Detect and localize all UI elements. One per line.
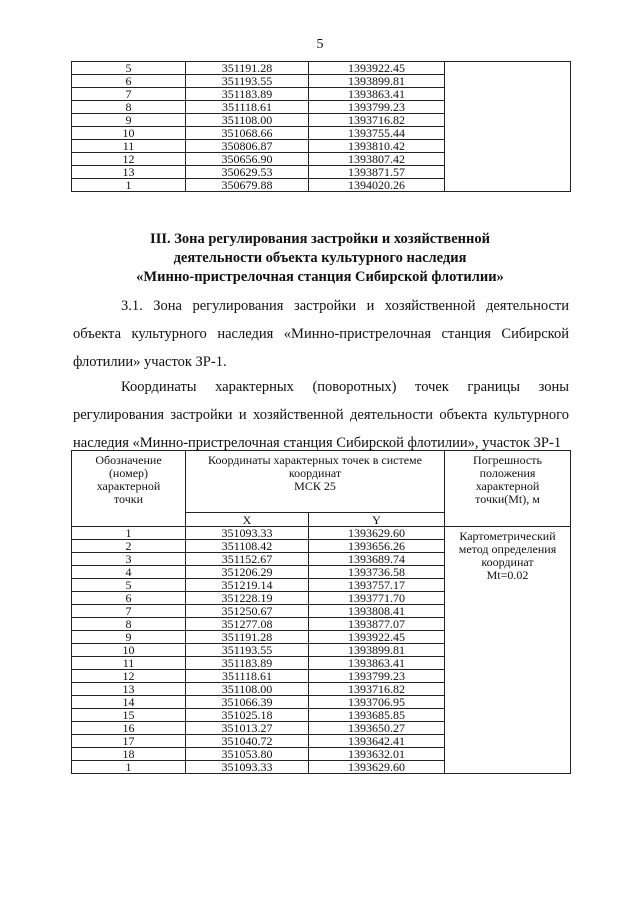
paragraph-3-1 (73, 292, 569, 376)
x-coordinate-cell: 350806.87 (186, 140, 309, 153)
y-coordinate-cell: 1393689.74 (309, 553, 445, 566)
header-accuracy (445, 451, 571, 527)
x-coordinate-cell: 351193.55 (186, 644, 309, 657)
point-number-cell: 11 (72, 657, 186, 670)
header-text: Координаты характерных точек в системе (208, 453, 422, 467)
header-text: характерной (96, 479, 161, 493)
point-number-cell: 1 (72, 761, 186, 774)
y-coordinate-cell: 1393716.82 (309, 683, 445, 696)
x-coordinate-cell: 351118.61 (186, 101, 309, 114)
x-coordinate-cell: 351093.33 (186, 761, 309, 774)
y-coordinate-cell: 1393899.81 (309, 75, 445, 88)
y-coordinate-cell: 1393629.60 (309, 527, 445, 540)
page-number: 5 (316, 37, 324, 52)
coordinates-table-continued-body (72, 62, 571, 192)
header-text: МСК 25 (294, 479, 336, 493)
table-row (72, 527, 571, 540)
x-coordinate-cell: 351191.28 (186, 631, 309, 644)
point-number-cell: 12 (72, 670, 186, 683)
header-text: точки(Mt), м (475, 492, 540, 506)
header-x: X (186, 513, 309, 527)
x-coordinate-cell: 351219.14 (186, 579, 309, 592)
y-coordinate-cell: 1393807.42 (309, 153, 445, 166)
paragraph-line: 3.1. Зона регулирования застройки и хозяйственной деятельности (121, 298, 569, 314)
coordinates-table-continued (71, 61, 571, 192)
paragraph-line: регулирования застройки и хозяйственной деятельности объекта культурного (73, 407, 569, 423)
point-number-cell: 15 (72, 709, 186, 722)
x-coordinate-cell: 351250.67 (186, 605, 309, 618)
paragraph-line: объекта культурного наследия «Минно-пристрелочная станция Сибирской (73, 326, 569, 342)
accuracy-text: Картометрический (459, 529, 556, 543)
paragraph-coordinates-intro (73, 373, 569, 457)
point-number-cell: 14 (72, 696, 186, 709)
accuracy-cell-empty (445, 62, 571, 192)
point-number-cell: 5 (72, 579, 186, 592)
x-coordinate-cell: 351206.29 (186, 566, 309, 579)
x-coordinate-cell: 351191.28 (186, 62, 309, 75)
accuracy-text: Mt=0.02 (486, 568, 529, 582)
x-coordinate-cell: 350679.88 (186, 179, 309, 192)
point-number-cell: 9 (72, 114, 186, 127)
point-number-cell: 12 (72, 153, 186, 166)
x-coordinate-cell: 351108.00 (186, 683, 309, 696)
x-coordinate-cell: 351025.18 (186, 709, 309, 722)
header-text: (номер) (108, 466, 149, 480)
paragraph-line: наследия «Минно-пристрелочная станция Сибирской флотилии», участок ЗР-1 (73, 435, 562, 451)
y-coordinate-cell: 1393629.60 (309, 761, 445, 774)
point-number-cell: 9 (72, 631, 186, 644)
point-number-cell: 11 (72, 140, 186, 153)
accuracy-text: метод определения (458, 542, 557, 556)
x-coordinate-cell: 351183.89 (186, 88, 309, 101)
x-coordinate-cell: 351068.66 (186, 127, 309, 140)
y-coordinate-cell: 1393863.41 (309, 657, 445, 670)
accuracy-text: координат (481, 555, 534, 569)
y-coordinate-cell: 1393706.95 (309, 696, 445, 709)
section-heading-line: деятельности объекта культурного наследия (173, 250, 467, 266)
paragraph-line: флотилии» участок ЗР-1. (73, 354, 227, 370)
point-number-cell: 8 (72, 101, 186, 114)
header-text: координат (288, 466, 342, 480)
y-coordinate-cell: 1393771.70 (309, 592, 445, 605)
x-coordinate-cell: 350629.53 (186, 166, 309, 179)
y-coordinate-cell: 1393757.17 (309, 579, 445, 592)
x-coordinate-cell: 351108.00 (186, 114, 309, 127)
x-coordinate-cell: 351013.27 (186, 722, 309, 735)
point-number-cell: 4 (72, 566, 186, 579)
point-number-cell: 13 (72, 683, 186, 696)
x-coordinate-cell: 351066.39 (186, 696, 309, 709)
section-heading-line: III. Зона регулирования застройки и хозяйственной (150, 231, 490, 247)
header-text: характерной (475, 479, 540, 493)
y-coordinate-cell: 1393899.81 (309, 644, 445, 657)
y-coordinate-cell: 1393799.23 (309, 101, 445, 114)
y-coordinate-cell: 1393877.07 (309, 618, 445, 631)
point-number-cell: 17 (72, 735, 186, 748)
x-coordinate-cell: 351152.67 (186, 553, 309, 566)
section-heading-line: «Минно-пристрелочная станция Сибирской флотилии» (136, 269, 504, 285)
paragraph-line: Координаты характерных (поворотных) точек границы зоны (121, 379, 569, 395)
header-text: положения (479, 466, 536, 480)
point-number-cell: 13 (72, 166, 186, 179)
point-number-cell: 10 (72, 127, 186, 140)
y-coordinate-cell: 1393685.85 (309, 709, 445, 722)
point-number-cell: 5 (72, 62, 186, 75)
y-coordinate-cell: 1393922.45 (309, 62, 445, 75)
coordinates-table-zr1 (71, 450, 571, 774)
x-coordinate-cell: 351228.19 (186, 592, 309, 605)
point-number-cell: 16 (72, 722, 186, 735)
y-coordinate-cell: 1393871.57 (309, 166, 445, 179)
y-coordinate-cell: 1393810.42 (309, 140, 445, 153)
point-number-cell: 6 (72, 592, 186, 605)
y-coordinate-cell: 1394020.26 (309, 179, 445, 192)
header-coordinates (186, 451, 445, 513)
header-y: Y (309, 513, 445, 527)
y-coordinate-cell: 1393922.45 (309, 631, 445, 644)
x-coordinate-cell: 351193.55 (186, 75, 309, 88)
x-coordinate-cell: 351093.33 (186, 527, 309, 540)
y-coordinate-cell: 1393755.44 (309, 127, 445, 140)
y-coordinate-cell: 1393656.26 (309, 540, 445, 553)
x-coordinate-cell: 351118.61 (186, 670, 309, 683)
point-number-cell: 3 (72, 553, 186, 566)
point-number-cell: 8 (72, 618, 186, 631)
x-coordinate-cell: 351277.08 (186, 618, 309, 631)
y-coordinate-cell: 1393808.41 (309, 605, 445, 618)
point-number-cell: 2 (72, 540, 186, 553)
x-coordinate-cell: 351108.42 (186, 540, 309, 553)
y-coordinate-cell: 1393863.41 (309, 88, 445, 101)
point-number-cell: 7 (72, 88, 186, 101)
point-number-cell: 10 (72, 644, 186, 657)
point-number-cell: 6 (72, 75, 186, 88)
y-coordinate-cell: 1393632.01 (309, 748, 445, 761)
table-row (72, 62, 571, 75)
y-coordinate-cell: 1393642.41 (309, 735, 445, 748)
y-coordinate-cell: 1393736.58 (309, 566, 445, 579)
point-number-cell: 7 (72, 605, 186, 618)
y-coordinate-cell: 1393650.27 (309, 722, 445, 735)
y-coordinate-cell: 1393716.82 (309, 114, 445, 127)
y-coordinate-cell: 1393799.23 (309, 670, 445, 683)
x-coordinate-cell: 351183.89 (186, 657, 309, 670)
x-coordinate-cell: 351040.72 (186, 735, 309, 748)
point-number-cell: 1 (72, 179, 186, 192)
point-number-cell: 1 (72, 527, 186, 540)
accuracy-method-cell (445, 527, 571, 774)
point-number-cell: 18 (72, 748, 186, 761)
section-heading (60, 230, 580, 287)
header-text: Погрешность (473, 453, 542, 467)
header-text: Обозначение (95, 453, 162, 467)
header-text: точки (113, 492, 144, 506)
x-coordinate-cell: 350656.90 (186, 153, 309, 166)
coordinates-table-zr1-body (72, 527, 571, 774)
header-point-number (72, 451, 186, 527)
x-coordinate-cell: 351053.80 (186, 748, 309, 761)
